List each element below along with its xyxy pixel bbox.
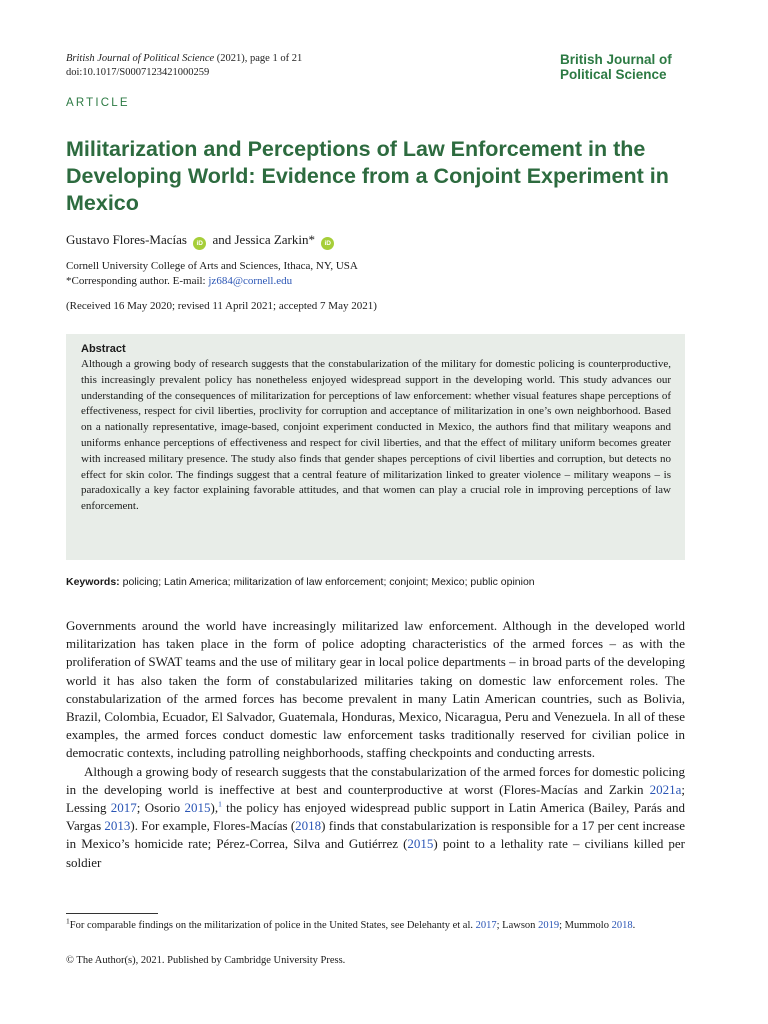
journal-meta: (2021), page 1 of 21 bbox=[214, 53, 303, 64]
keywords bbox=[66, 575, 706, 589]
journal-name: British Journal of Political Science bbox=[66, 53, 215, 64]
email-link[interactable]: jz684@cornell.edu bbox=[208, 275, 293, 287]
citation-link[interactable]: 2018 bbox=[611, 920, 633, 931]
journal-logo-line1: British Journal of bbox=[560, 52, 672, 67]
author-conjunction: and bbox=[212, 232, 232, 247]
citation-link[interactable]: 2019 bbox=[538, 920, 560, 931]
copyright-notice: © The Author(s), 2021. Published by Cambridge University Press. bbox=[66, 955, 346, 966]
orcid-icon[interactable]: iD bbox=[321, 237, 334, 250]
citation-link[interactable]: 2015 bbox=[184, 800, 211, 816]
footnote: $^1$For comparable findings on the militarization of police in the United States, see Delehanty et al. 2017; Lawson 2019; Mummolo 2018. bbox=[66, 916, 636, 931]
journal-logo bbox=[560, 52, 672, 82]
orcid-icon[interactable]: iD bbox=[193, 237, 206, 250]
affiliation-line: Cornell University College of Arts and Sciences, Ithaca, NY, USA bbox=[66, 260, 358, 272]
article-type-label: ARTICLE bbox=[66, 97, 130, 109]
citation-link[interactable]: 2013 bbox=[104, 818, 131, 834]
citation-link[interactable]: 2017 bbox=[475, 920, 497, 931]
paragraph: Although a growing body of research suggests that the constabularization of the armed forces for domestic policing in the developing world is ineffective at best and counterproductive at worst (Flores-Macías and Zarkin 2021a; Lessing 2017; Osorio 2015),$^1$ the policy has enjoyed widespread public support in Latin America (Bailey, Parás and Vargas 2013). For example, Flores-Macías (2018) finds that constabularization is responsible for a 17 per cent increase in Mexico’s homicide rate; Pérez-Correa, Silva and Gutiérrez (2015) point to a lethality rate – civilians killed per soldier bbox=[66, 763, 686, 870]
corresponding-author bbox=[66, 274, 358, 289]
article-title: Militarization and Perceptions of Law Enforcement in the Developing World: Evidence from a Conjoint Experiment in Mexico bbox=[66, 137, 669, 215]
running-header bbox=[66, 52, 302, 80]
citation-link[interactable]: 2017 bbox=[110, 800, 137, 816]
author-line bbox=[66, 231, 337, 250]
citation-link[interactable]: 2015 bbox=[407, 836, 434, 852]
author-name[interactable]: Gustavo Flores-Macías bbox=[66, 232, 187, 247]
footnote-ref[interactable]: 1 bbox=[218, 799, 222, 809]
citation-link[interactable]: 2018 bbox=[295, 818, 322, 834]
footnote-divider bbox=[66, 913, 158, 914]
author-name[interactable]: Jessica Zarkin* bbox=[234, 232, 315, 247]
footnote-number: 1 bbox=[66, 916, 70, 926]
keywords-list: policing; Latin America; militarization of law enforcement; conjoint; Mexico; public opinion bbox=[119, 576, 535, 588]
doi[interactable]: doi:10.1017/S0007123421000259 bbox=[66, 67, 210, 78]
abstract-text: Although a growing body of research suggests that the constabularization of the military for domestic policing is counterproductive, this increasingly prevalent policy has nonetheless enjoyed widespread support in the developing world. This study advances our understanding of the consequences of militarization for perceptions of law enforcement: whether visual features shape perceptions of effectiveness, respect for civil liberties, proclivity for corruption and acceptance of militarization in one’s own neighborhood. Based on a nationally representative, image-based, conjoint experiment conducted in Mexico, the authors find that military weapons and uniforms enhance perceptions of effectiveness and respect for civil liberties, and that the effect of military uniform becomes greater with increased military presence. The study also finds that gender shapes perceptions of civil liberties and corruption, but detects no effect for skin color. The findings suggest that a central feature of militarization linked to greater violence – military weapons – is paradoxically a key factor explaining favorable attitudes, and that women can play a crucial role in improving perceptions of law enforcement. bbox=[81, 358, 671, 513]
citation-link[interactable]: 2021a bbox=[649, 781, 682, 797]
paragraph: Governments around the world have increasingly militarized law enforcement. Although in the developed world militarization has taken place in the form of police adopting characteristics of the armed forces – as with the proliferation of SWAT teams and the use of military gear in local police departments – in broad parts of the developing world it has also taken the form of constabularized militaries taking on domestic law enforcement roles. The constabularization of the armed forces has become prevalent in many Latin American countries, such as Bolivia, Brazil, Colombia, Ecuador, El Salvador, Guatemala, Honduras, Mexico, Nicaragua, Peru and Venezuela. In all of these examples, the armed forces conduct domestic law enforcement tasks traditionally reserved for civilian police in democratic contexts, including patrolling neighborhoods, staffing checkpoints and conducting arrests. bbox=[66, 618, 685, 761]
corresponding-label: *Corresponding author. E-mail: bbox=[66, 275, 209, 287]
journal-logo-line2: Political Science bbox=[560, 67, 667, 82]
keywords-label: Keywords: bbox=[66, 576, 120, 588]
received-dates: (Received 16 May 2020; revised 11 April 2021; accepted 7 May 2021) bbox=[66, 300, 377, 312]
affiliation bbox=[66, 259, 358, 289]
body-text bbox=[66, 617, 685, 872]
abstract-heading: Abstract bbox=[81, 343, 126, 355]
